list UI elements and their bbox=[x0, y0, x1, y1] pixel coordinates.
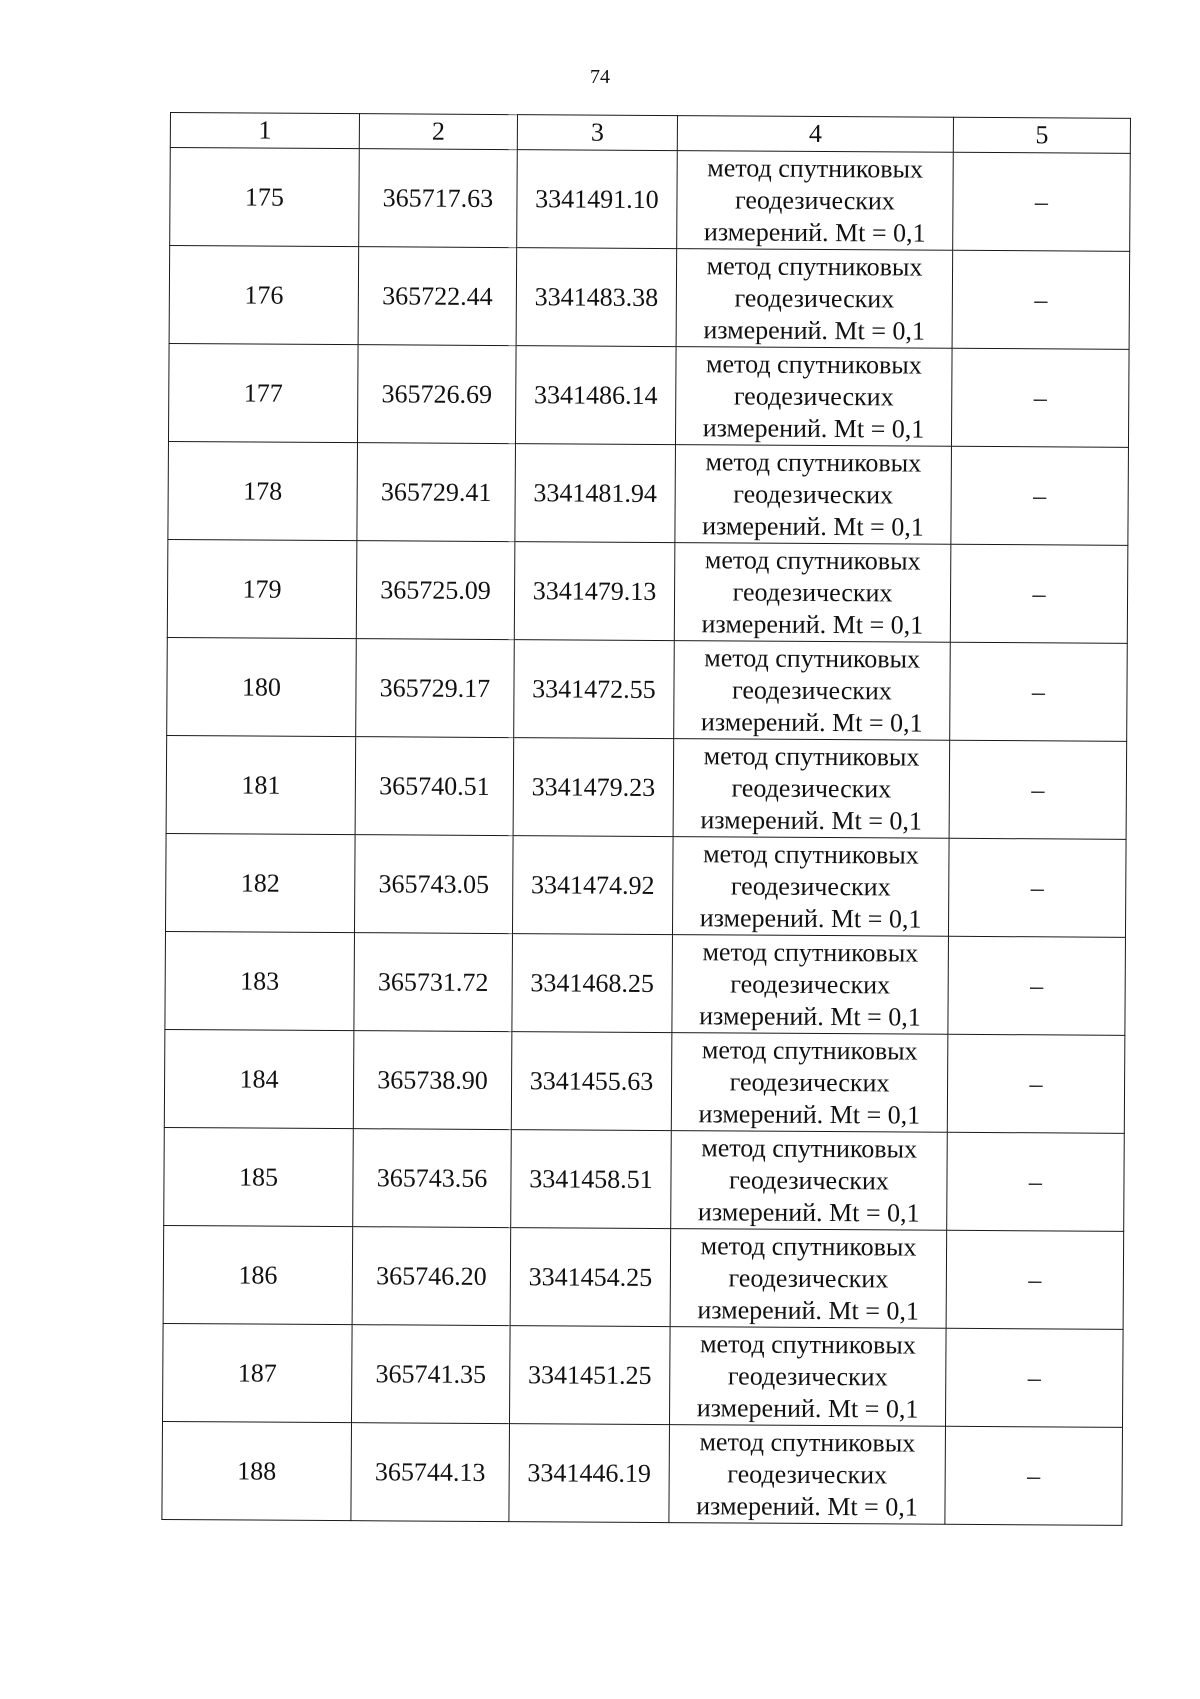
method-line-2: геодезических bbox=[733, 380, 894, 411]
column-5-cell: – bbox=[945, 1426, 1123, 1525]
column-5-cell: – bbox=[950, 642, 1128, 741]
method-line-2: геодезических bbox=[733, 478, 894, 509]
method-line-1: метод спутниковых bbox=[699, 1426, 916, 1458]
method-line-3: измерений. Mt = 0,1 bbox=[697, 1294, 920, 1326]
table-row bbox=[167, 637, 1128, 741]
column-5-cell: – bbox=[948, 936, 1126, 1035]
y-coordinate-cell: 3341481.94 bbox=[515, 444, 676, 543]
method-cell bbox=[671, 1131, 948, 1231]
x-coordinate-cell: 365743.56 bbox=[353, 1129, 512, 1228]
method-line-3: измерений. Mt = 0,1 bbox=[703, 314, 926, 346]
table-row bbox=[169, 246, 1130, 350]
y-coordinate-cell: 3341491.10 bbox=[517, 150, 678, 249]
y-coordinate-cell: 3341483.38 bbox=[516, 248, 677, 347]
y-coordinate-cell: 3341455.63 bbox=[511, 1032, 672, 1131]
y-coordinate-cell: 3341474.92 bbox=[512, 836, 673, 935]
table-row bbox=[166, 735, 1127, 839]
method-line-2: геодезических bbox=[731, 772, 892, 803]
table-row bbox=[164, 1127, 1125, 1231]
page-number: 74 bbox=[590, 66, 610, 88]
point-number-cell: 181 bbox=[166, 735, 356, 834]
y-coordinate-cell: 3341472.55 bbox=[514, 640, 675, 739]
y-coordinate-cell: 3341468.25 bbox=[512, 934, 673, 1033]
y-coordinate-cell: 3341479.13 bbox=[514, 542, 675, 641]
method-line-2: геодезических bbox=[728, 1262, 889, 1293]
method-line-1: метод спутниковых bbox=[703, 838, 919, 870]
x-coordinate-cell: 365741.35 bbox=[351, 1325, 510, 1424]
x-coordinate-cell: 365738.90 bbox=[353, 1031, 512, 1130]
column-5-cell: – bbox=[947, 1034, 1125, 1133]
method-line-1: метод спутниковых bbox=[702, 936, 919, 968]
point-number-cell: 188 bbox=[162, 1421, 352, 1520]
header-col-4: 4 bbox=[677, 116, 953, 153]
table-row bbox=[162, 1421, 1123, 1525]
table-row bbox=[164, 1029, 1125, 1133]
header-col-1: 1 bbox=[170, 113, 359, 149]
method-cell bbox=[674, 641, 951, 741]
table-row bbox=[165, 833, 1126, 937]
table-row bbox=[168, 343, 1129, 447]
method-line-3: измерений. Mt = 0,1 bbox=[697, 1196, 920, 1228]
method-line-1: метод спутниковых bbox=[707, 152, 924, 184]
table-row bbox=[163, 1323, 1124, 1427]
method-cell bbox=[675, 445, 952, 545]
x-coordinate-cell: 365726.69 bbox=[357, 345, 516, 444]
method-line-3: измерений. Mt = 0,1 bbox=[703, 216, 926, 248]
method-line-1: метод спутниковых bbox=[704, 544, 921, 576]
column-5-cell: – bbox=[951, 446, 1129, 545]
table-body bbox=[162, 148, 1130, 1526]
method-line-1: метод спутниковых bbox=[700, 1230, 917, 1262]
method-line-1: метод спутниковых bbox=[704, 642, 921, 674]
column-5-cell: – bbox=[952, 250, 1130, 349]
x-coordinate-cell: 365725.09 bbox=[356, 541, 515, 640]
header-row bbox=[170, 113, 1130, 154]
method-line-1: метод спутниковых bbox=[700, 1328, 916, 1360]
method-line-3: измерений. Mt = 0,1 bbox=[702, 412, 925, 444]
header-col-2: 2 bbox=[359, 114, 517, 150]
method-line-1: метод спутниковых bbox=[705, 446, 922, 478]
x-coordinate-cell: 365722.44 bbox=[358, 247, 517, 346]
method-line-1: метод спутниковых bbox=[706, 250, 923, 282]
method-line-3: измерений. Mt = 0,1 bbox=[700, 706, 923, 738]
x-coordinate-cell: 365740.51 bbox=[355, 737, 514, 836]
column-5-cell: – bbox=[947, 1132, 1125, 1231]
method-line-3: измерений. Mt = 0,1 bbox=[696, 1392, 919, 1424]
method-line-1: метод спутниковых bbox=[703, 740, 920, 772]
method-line-3: измерений. Mt = 0,1 bbox=[702, 510, 924, 542]
method-line-1: метод спутниковых bbox=[701, 1034, 918, 1066]
x-coordinate-cell: 365746.20 bbox=[352, 1227, 511, 1326]
column-5-cell: – bbox=[951, 348, 1129, 447]
y-coordinate-cell: 3341486.14 bbox=[515, 346, 676, 445]
y-coordinate-cell: 3341479.23 bbox=[513, 738, 674, 837]
method-line-3: измерений. Mt = 0,1 bbox=[701, 608, 924, 640]
table-row bbox=[163, 1225, 1124, 1329]
x-coordinate-cell: 365717.63 bbox=[359, 149, 518, 248]
column-5-cell: – bbox=[949, 740, 1127, 839]
method-cell bbox=[677, 151, 954, 251]
method-line-3: измерений. Mt = 0,1 bbox=[699, 1000, 921, 1032]
point-number-cell: 184 bbox=[164, 1029, 354, 1128]
y-coordinate-cell: 3341458.51 bbox=[511, 1130, 672, 1229]
table-row bbox=[165, 931, 1126, 1035]
column-5-cell: – bbox=[946, 1230, 1124, 1329]
y-coordinate-cell: 3341454.25 bbox=[510, 1228, 671, 1327]
header-col-5: 5 bbox=[953, 117, 1130, 153]
method-cell bbox=[673, 739, 950, 839]
method-line-2: геодезических bbox=[729, 1164, 889, 1195]
point-number-cell: 187 bbox=[163, 1323, 353, 1422]
point-number-cell: 176 bbox=[169, 246, 359, 345]
point-number-cell: 178 bbox=[168, 441, 358, 540]
method-line-2: геодезических bbox=[729, 1066, 890, 1097]
method-line-2: геодезических bbox=[734, 282, 895, 313]
point-number-cell: 185 bbox=[164, 1127, 354, 1226]
coordinates-table bbox=[161, 112, 1131, 1526]
method-cell bbox=[672, 837, 949, 937]
x-coordinate-cell: 365744.13 bbox=[351, 1423, 510, 1522]
y-coordinate-cell: 3341451.25 bbox=[509, 1326, 670, 1425]
method-cell bbox=[675, 347, 952, 447]
method-cell bbox=[672, 935, 949, 1035]
x-coordinate-cell: 365731.72 bbox=[354, 933, 513, 1032]
method-line-2: геодезических bbox=[730, 870, 891, 901]
method-line-1: метод спутниковых bbox=[706, 348, 922, 380]
column-5-cell: – bbox=[948, 838, 1126, 937]
x-coordinate-cell: 365729.41 bbox=[357, 443, 516, 542]
point-number-cell: 175 bbox=[170, 148, 360, 247]
x-coordinate-cell: 365743.05 bbox=[354, 835, 513, 934]
method-cell bbox=[674, 543, 951, 643]
method-line-2: геодезических bbox=[730, 968, 891, 999]
header-col-3: 3 bbox=[517, 115, 677, 151]
method-line-2: геодезических bbox=[727, 1458, 888, 1489]
method-cell bbox=[669, 1425, 946, 1525]
y-coordinate-cell: 3341446.19 bbox=[509, 1424, 670, 1523]
point-number-cell: 183 bbox=[165, 931, 355, 1030]
column-5-cell: – bbox=[950, 544, 1128, 643]
point-number-cell: 177 bbox=[168, 343, 358, 442]
method-line-1: метод спутниковых bbox=[701, 1132, 918, 1164]
point-number-cell: 179 bbox=[167, 539, 357, 638]
x-coordinate-cell: 365729.17 bbox=[356, 639, 515, 738]
table-row bbox=[170, 148, 1131, 252]
column-5-cell: – bbox=[945, 1328, 1123, 1427]
method-line-2: геодезических bbox=[735, 184, 895, 215]
method-line-2: геодезических bbox=[727, 1360, 888, 1391]
method-line-3: измерений. Mt = 0,1 bbox=[698, 1098, 921, 1130]
method-cell bbox=[676, 249, 953, 349]
method-cell bbox=[671, 1033, 948, 1133]
column-5-cell: – bbox=[953, 152, 1131, 251]
point-number-cell: 186 bbox=[163, 1225, 353, 1324]
table-row bbox=[168, 441, 1129, 545]
method-line-2: геодезических bbox=[732, 674, 892, 705]
method-line-2: геодезических bbox=[732, 576, 893, 607]
table-header bbox=[170, 113, 1130, 154]
method-line-3: измерений. Mt = 0,1 bbox=[700, 804, 923, 836]
method-line-3: измерений. Mt = 0,1 bbox=[696, 1490, 918, 1522]
method-cell bbox=[669, 1327, 946, 1427]
point-number-cell: 182 bbox=[165, 833, 355, 932]
method-cell bbox=[670, 1229, 947, 1329]
table-row bbox=[167, 539, 1128, 643]
point-number-cell: 180 bbox=[167, 637, 357, 736]
method-line-3: измерений. Mt = 0,1 bbox=[699, 902, 922, 934]
